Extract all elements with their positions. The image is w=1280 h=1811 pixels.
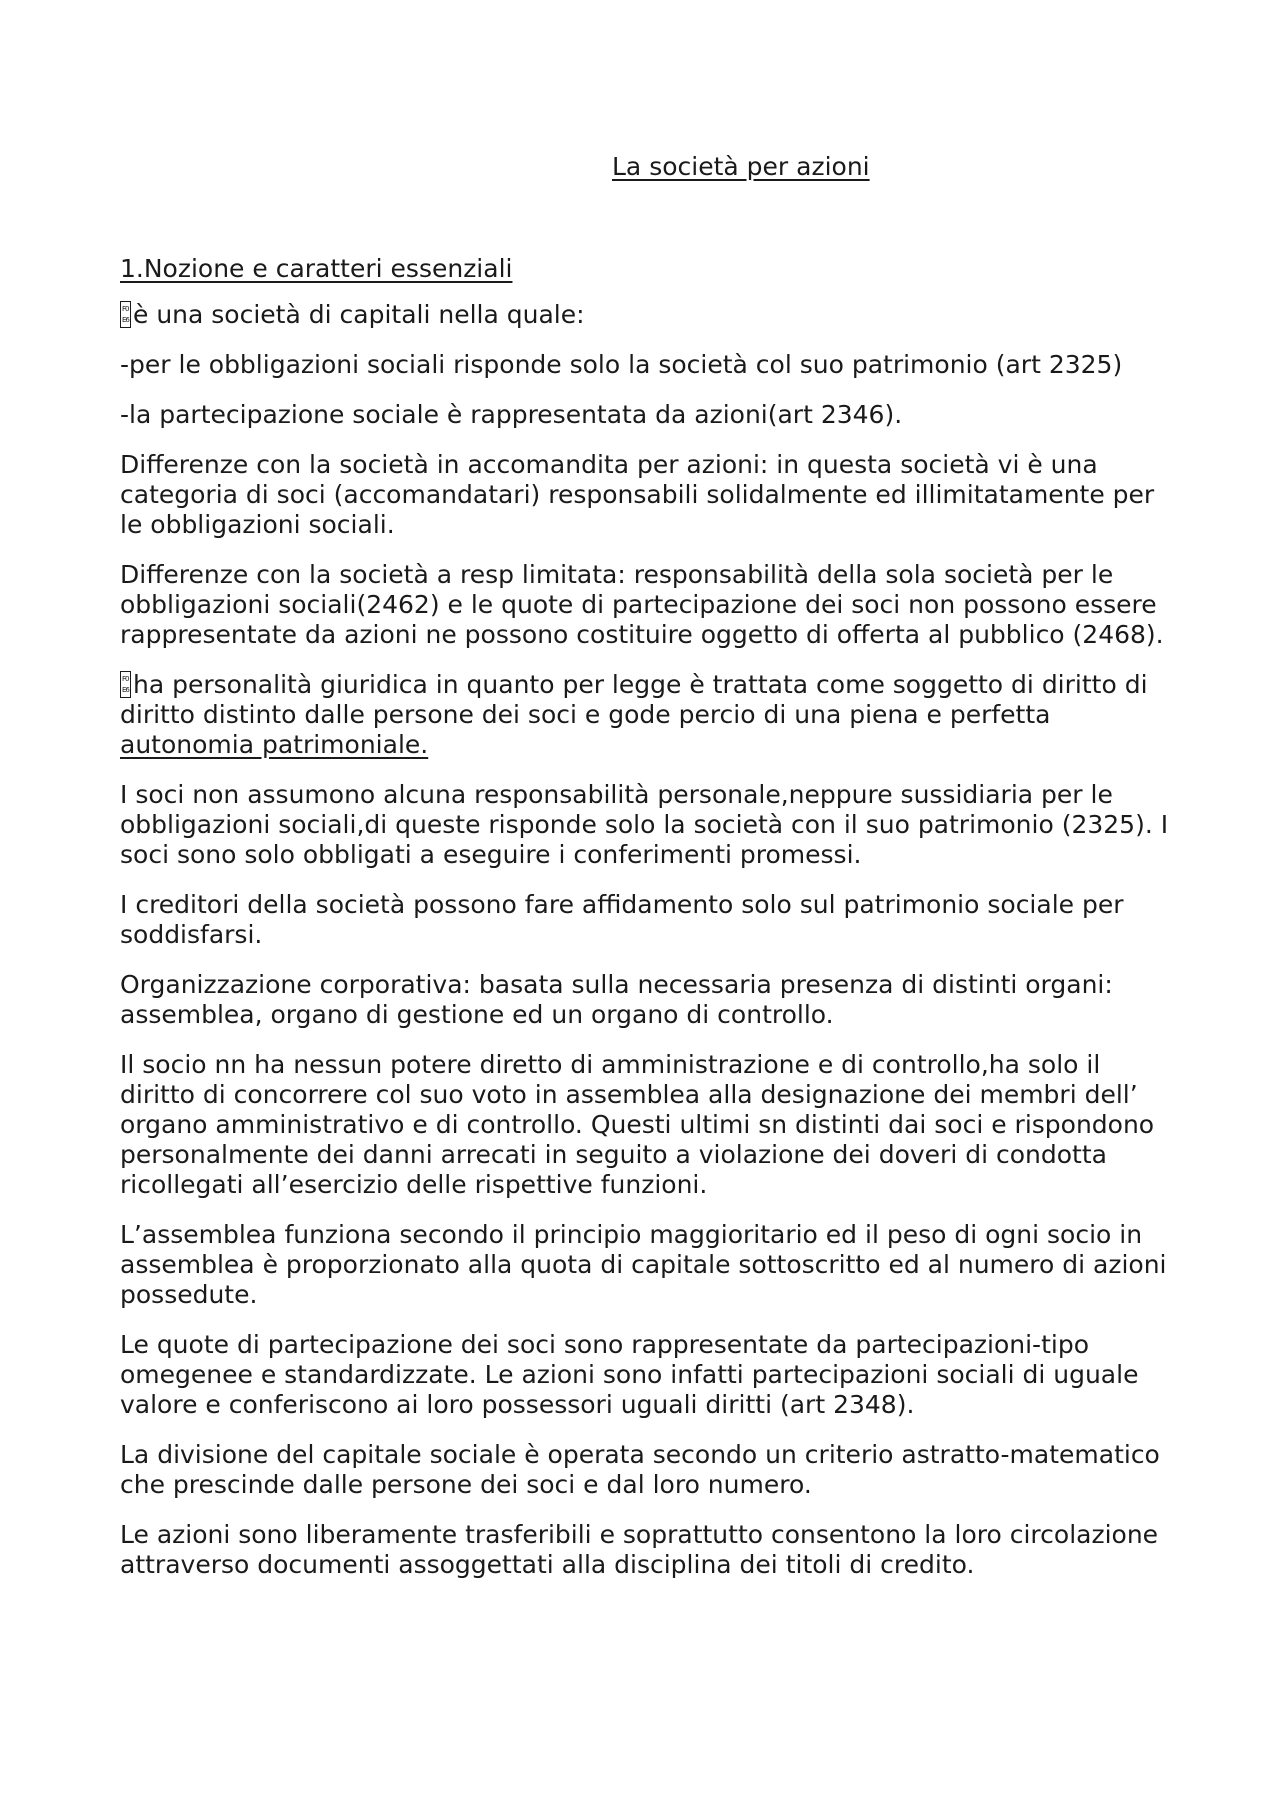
paragraph-definition bbox=[120, 300, 1170, 330]
paragraph-text: ha personalità giuridica in quanto per legge è trattata come soggetto di diritto di diritto distinto dalle persone dei soci e gode percio di una piena e perfetta bbox=[120, 670, 1148, 729]
paragraph-text: è una società di capitali nella quale: bbox=[133, 300, 585, 329]
paragraph-shares: -la partecipazione sociale è rappresentata da azioni(art 2346). bbox=[120, 400, 903, 429]
paragraph-corporate-organization: Organizzazione corporativa: basata sulla necessaria presenza di distinti organi: assemblea, organo di gestione ed un organo di controllo. bbox=[120, 970, 1113, 1029]
paragraph-transferability: Le azioni sono liberamente trasferibili e soprattutto consentono la loro circolazione attraverso documenti assoggettati alla disciplina dei titoli di credito. bbox=[120, 1520, 1159, 1579]
paragraph-quotas: Le quote di partecipazione dei soci sono rappresentate da partecipazioni-tipo omegenee e standardizzate. Le azioni sono infatti partecipazioni sociali di uguale valore e conferiscono ai loro possessori uguali diritti (art 2348). bbox=[120, 1330, 1139, 1419]
document-title: La società per azioni bbox=[612, 152, 870, 181]
underlined-text: autonomia patrimoniale. bbox=[120, 730, 429, 759]
paragraph-no-personal-liability: I soci non assumono alcuna responsabilità personale,neppure sussidiaria per le obbligazioni sociali,di queste risponde solo la società con il suo patrimonio (2325). I soci sono solo obbligati a eseguire i conferimenti promessi. bbox=[120, 780, 1169, 869]
paragraph-shareholder-powers: Il socio nn ha nessun potere diretto di amministrazione e di controllo,ha solo il diritto di concorrere col suo voto in assemblea alla designazione dei membri dell’ organo amministrativo e di controllo. Questi ultimi sn distinti dai soci e rispondono personalmente dei danni arrecati in seguito a violazione dei doveri di condotta ricollegati all’esercizio delle rispettive funzioni. bbox=[120, 1050, 1155, 1199]
paragraph-liability: -per le obbligazioni sociali risponde solo la società col suo patrimonio (art 2325) bbox=[120, 350, 1123, 379]
paragraph-diff-srl: Differenze con la società a resp limitata: responsabilità della sola società per le obbligazioni sociali(2462) e le quote di partecipazione dei soci non possono essere rappresentate da azioni ne possono costituire oggetto di offerta al pubblico (2468). bbox=[120, 560, 1164, 649]
missing-glyph-box-icon bbox=[120, 301, 131, 328]
missing-glyph-box-icon bbox=[120, 671, 131, 698]
paragraph-capital-division: La divisione del capitale sociale è operata secondo un criterio astratto-matematico che prescinde dalle persone dei soci e dal loro numero. bbox=[120, 1440, 1160, 1499]
paragraph-diff-accomandita: Differenze con la società in accomandita per azioni: in questa società vi è una categoria di soci (accomandatari) responsabili solidalmente ed illimitatamente per le obbligazioni sociali. bbox=[120, 450, 1155, 539]
document-body bbox=[120, 253, 1170, 1600]
paragraph-creditors: I creditori della società possono fare affidamento solo sul patrimonio sociale per soddisfarsi. bbox=[120, 890, 1124, 949]
section-heading: 1.Nozione e caratteri essenziali bbox=[120, 254, 513, 283]
paragraph-legal-personality bbox=[120, 670, 1170, 760]
paragraph-assembly: L’assemblea funziona secondo il principio maggioritario ed il peso di ogni socio in assemblea è proporzionato alla quota di capitale sottoscritto ed al numero di azioni possedute. bbox=[120, 1220, 1167, 1309]
